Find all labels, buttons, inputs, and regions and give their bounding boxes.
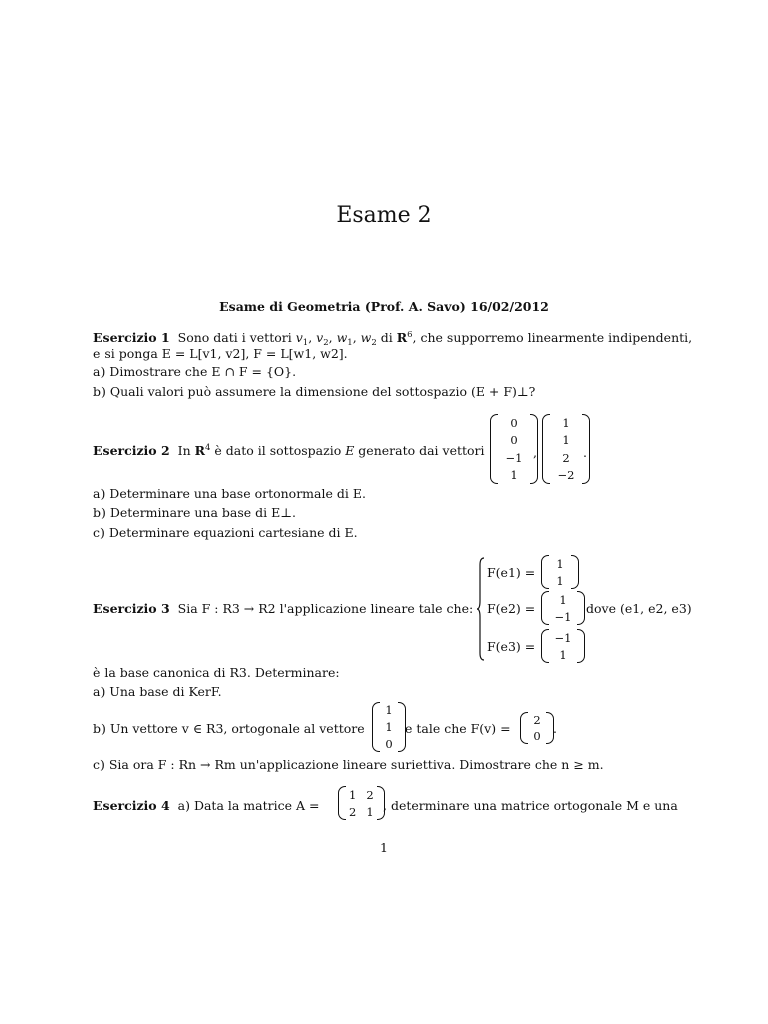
vector-entry: 1: [562, 415, 570, 430]
ex3-row3-vector: [541, 629, 585, 663]
ex3-continuation: è la base canonica di R3. Determinare:: [93, 665, 340, 680]
ex3-label: Esercizio 3: [93, 601, 170, 616]
ex3-item-a: a) Una base di KerF.: [93, 684, 222, 699]
ex1-text-c: , che supporremo linearmente indipendenti,: [412, 330, 693, 345]
matrix-entry: 2: [366, 787, 374, 802]
matrix-entry: 2: [349, 804, 357, 819]
page-number: 1: [380, 840, 388, 855]
ex1-label: Esercizio 1: [93, 330, 170, 345]
vector-entry: 0: [533, 729, 541, 743]
ex3-line1: [93, 601, 473, 617]
vector-entry: −1: [505, 450, 523, 465]
ex1-text-b: di: [376, 330, 397, 345]
ex1-line1: Esercizio 1 Sono dati i vettori $v_1$, $v_2$, $w_1$, $w_2$ di $R^6$, che supporremo linearmente indipendenti,: [93, 330, 693, 348]
vector-entry: 1: [556, 556, 564, 571]
ex1-item-b: b) Quali valori può assumere la dimensione del sottospazio (E + F)⊥?: [93, 384, 536, 399]
ex4-line1: [93, 798, 319, 814]
ex1-text-a: Sono dati i vettori: [177, 330, 296, 345]
ex3-row1-lhs: F(e1) =: [487, 565, 536, 580]
matrix-entry: 1: [349, 787, 357, 802]
ex2-line1: Esercizio 2 In $R^4$ è dato il sottospazio E generato dai vettori: [93, 443, 485, 458]
ex3-item-c: c) Sia ora F : Rn → Rm un'applicazione lineare suriettiva. Dimostrare che n ≥ m.: [93, 757, 604, 772]
ex3-row3-lhs: F(e3) =: [487, 639, 536, 654]
ex2-item-b: b) Determinare una base di E⊥.: [93, 505, 296, 520]
vector-entry: 1: [559, 592, 567, 607]
vector-entry: 0: [385, 736, 393, 751]
ex2-label: Esercizio 2: [93, 443, 170, 458]
ex2-period: .: [583, 445, 587, 460]
matrix-entry: 1: [366, 804, 374, 819]
ex3-row2-lhs: F(e2) =: [487, 601, 536, 616]
vector-entry: 2: [533, 713, 541, 727]
ex3-item-b-vector: [372, 702, 406, 752]
ex3-item-b-text1: b) Un vettore v ∈ R3, ortogonale al vettore: [93, 721, 365, 736]
vector-entry: 1: [559, 647, 567, 662]
ex1-item-a: a) Dimostrare che E ∩ F = {O}.: [93, 364, 297, 379]
vector-entry: 1: [385, 719, 393, 734]
vector-entry: 1: [562, 433, 570, 448]
ex2-vector-1: [490, 414, 538, 484]
ex4-matrix-a: [338, 786, 385, 820]
ex2-item-c: c) Determinare equazioni cartesiane di E.: [93, 525, 358, 540]
ex3-item-b-vector2: [520, 712, 554, 744]
ex2-item-a: a) Determinare una base ortonormale di E.: [93, 486, 366, 501]
ex3-item-b-period: .: [553, 721, 557, 736]
exam-header: Esame di Geometria (Prof. A. Savo) 16/02/2012: [219, 299, 549, 314]
ex2-comma: ,: [533, 445, 537, 460]
ex3-row2-vector: [541, 591, 585, 625]
ex4-label: Esercizio 4: [93, 798, 170, 813]
vector-entry: −1: [554, 609, 572, 624]
vector-entry: 2: [562, 450, 570, 465]
vector-entry: 1: [510, 468, 518, 483]
vector-entry: 0: [510, 433, 518, 448]
ex2-text-c: generato dai vettori: [354, 443, 485, 458]
vector-entry: −1: [554, 630, 572, 645]
vector-entry: 0: [510, 415, 518, 430]
ex3-text: Sia F : R3 → R2 l'applicazione lineare tale che:: [177, 601, 474, 616]
vector-entry: 1: [385, 703, 393, 718]
vector-entry: 1: [556, 573, 564, 588]
ex4-text-b: , determinare una matrice ortogonale M e una: [383, 798, 678, 813]
system-brace: [477, 557, 485, 661]
ex3-dove: dove (e1, e2, e3): [586, 601, 692, 616]
vector-entry: −2: [557, 468, 575, 483]
document-title: Esame 2: [336, 203, 432, 228]
ex1-line2: e si ponga E = L[v1, v2], F = L[w1, w2].: [93, 346, 348, 361]
ex3-item-b-text2: e tale che F(v) =: [405, 721, 511, 736]
ex3-row1-vector: [541, 555, 579, 589]
ex2-text-a: In: [177, 443, 195, 458]
ex2-text-b: è dato il sottospazio: [210, 443, 346, 458]
ex4-text-a: a) Data la matrice A =: [177, 798, 320, 813]
